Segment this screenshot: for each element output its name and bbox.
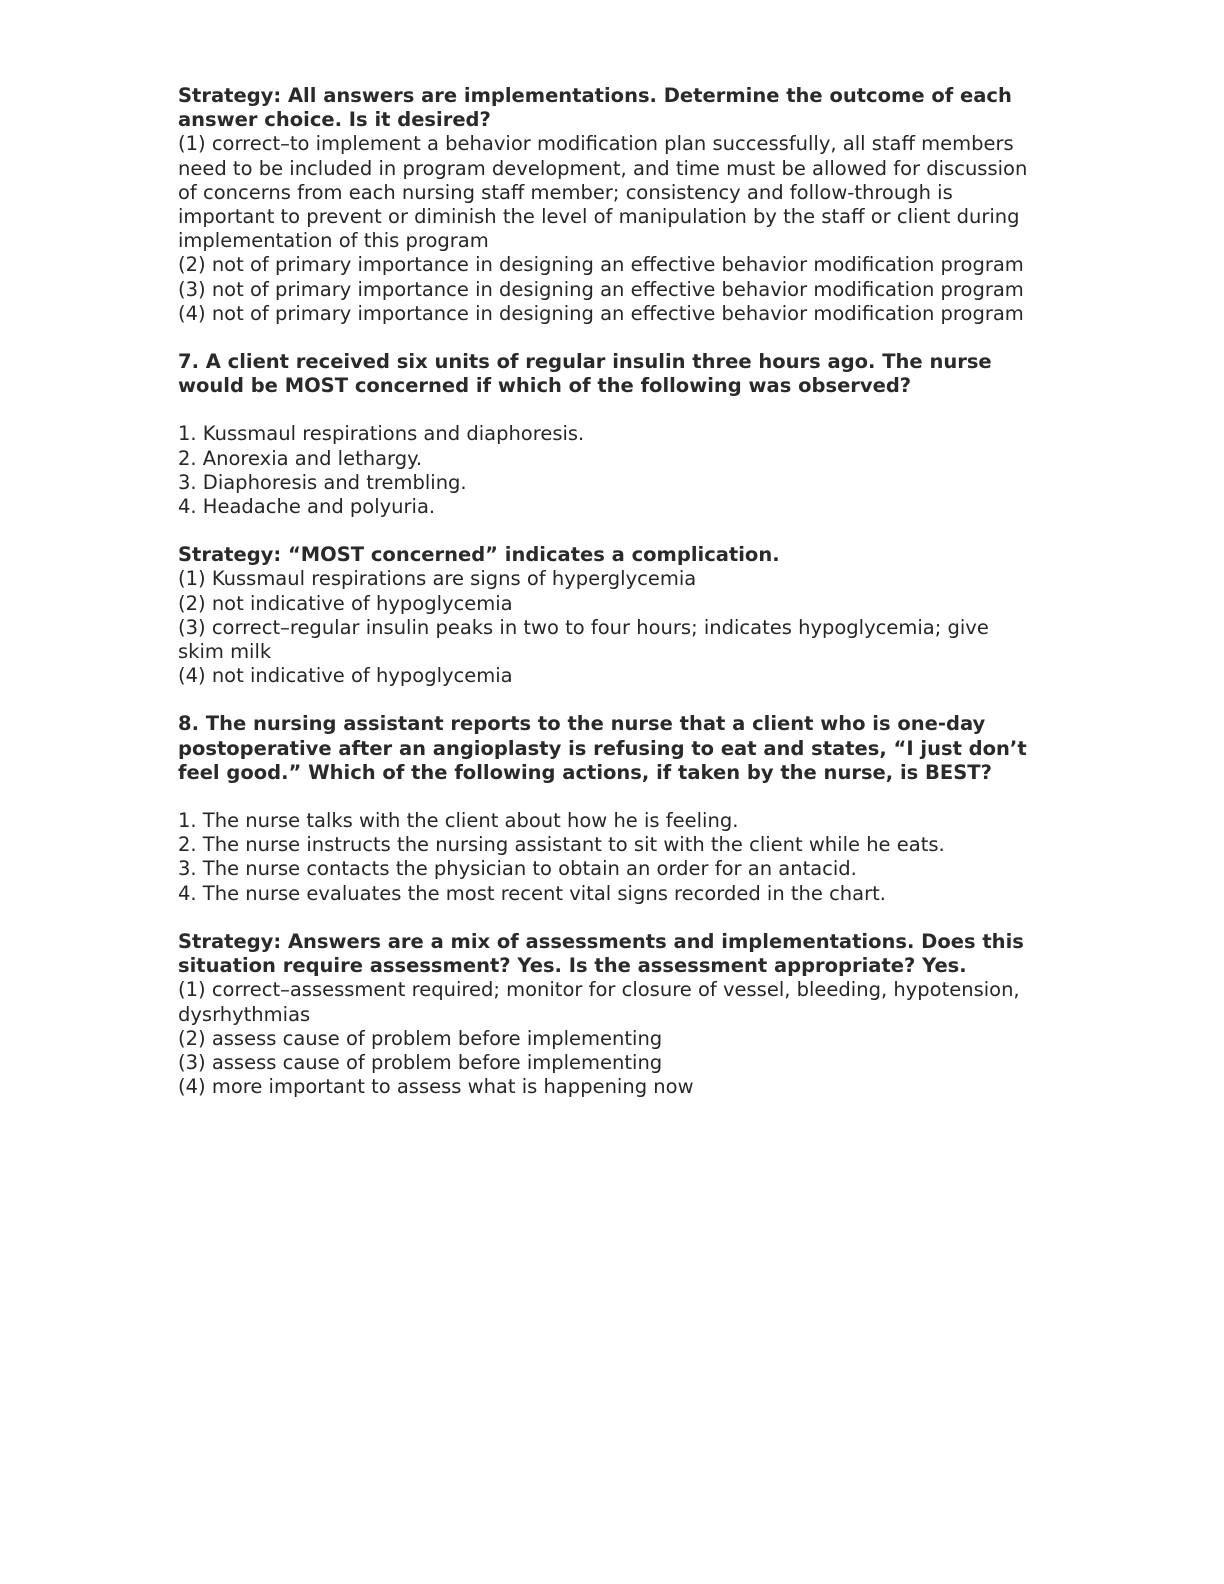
answer-option: 3. Diaphoresis and trembling.: [178, 470, 467, 494]
rationale-item: (1) Kussmaul respirations are signs of hyperglycemia: [178, 567, 697, 591]
question-stem: 7. A client received six units of regular insulin three hours ago. The nurse would be MOST concerned if which of the following was observed?: [178, 350, 992, 398]
rationale-item: (4) more important to assess what is happening now: [178, 1075, 694, 1099]
strategy-heading: Strategy: “MOST concerned” indicates a complication.: [178, 543, 780, 567]
rationale-item: (2) not of primary importance in designing an effective behavior modification program: [178, 253, 1024, 277]
rationale-item: (1) correct–assessment required; monitor for closure of vessel, bleeding, hypotension, dysrhythmias: [178, 978, 1020, 1026]
answer-option: 4. The nurse evaluates the most recent vital signs recorded in the chart.: [178, 881, 886, 905]
spacer: [178, 906, 1040, 930]
strategy-heading: Strategy: All answers are implementations. Determine the outcome of each answer choice. Is it desired?: [178, 84, 1012, 132]
answer-option: 1. The nurse talks with the client about how he is feeling.: [178, 809, 739, 833]
spacer: [178, 326, 1040, 350]
rationale-item: (2) not indicative of hypoglycemia: [178, 591, 513, 615]
strategy-heading: Strategy: Answers are a mix of assessments and implementations. Does this situation require assessment? Yes. Is the assessment appropriate? Yes.: [178, 929, 1024, 978]
spacer: [178, 519, 1040, 543]
document-page: [178, 84, 1040, 1099]
rationale-item: (4) not of primary importance in designing an effective behavior modification program: [178, 301, 1024, 325]
answer-option: 2. Anorexia and lethargy.: [178, 446, 423, 470]
answer-option: 4. Headache and polyuria.: [178, 495, 436, 519]
answer-option: 1. Kussmaul respirations and diaphoresis.: [178, 422, 585, 446]
question-stem: 8. The nursing assistant reports to the nurse that a client who is one-day postoperative after an angioplasty is refusing to eat and states, “I just don’t feel good.” Which of the following actions, if taken by the nurse, is BEST?: [178, 712, 1027, 784]
spacer: [178, 785, 1040, 809]
rationale-item: (4) not indicative of hypoglycemia: [178, 664, 513, 688]
spacer: [178, 688, 1040, 712]
answer-option: 3. The nurse contacts the physician to obtain an order for an antacid.: [178, 857, 857, 881]
spacer: [178, 398, 1040, 422]
rationale-item: (3) assess cause of problem before implementing: [178, 1050, 663, 1074]
strategy-block-q6: [178, 84, 1040, 326]
question-7: [178, 350, 1040, 688]
rationale-item: (3) correct–regular insulin peaks in two to four hours; indicates hypoglycemia; give skim milk: [178, 615, 989, 664]
rationale-item: (3) not of primary importance in designing an effective behavior modification program: [178, 277, 1024, 301]
rationale-item: (2) assess cause of problem before implementing: [178, 1026, 663, 1050]
question-8: [178, 712, 1040, 1099]
answer-option: 2. The nurse instructs the nursing assistant to sit with the client while he eats.: [178, 833, 945, 857]
rationale-item: (1) correct–to implement a behavior modification plan successfully, all staff members need to be included in program development, and time must be allowed for discussion of concerns from each nursing staff member; consistency and follow-through is important to prevent or diminish the level of manipulation by the staff or client during implementation of this program: [178, 132, 1028, 253]
